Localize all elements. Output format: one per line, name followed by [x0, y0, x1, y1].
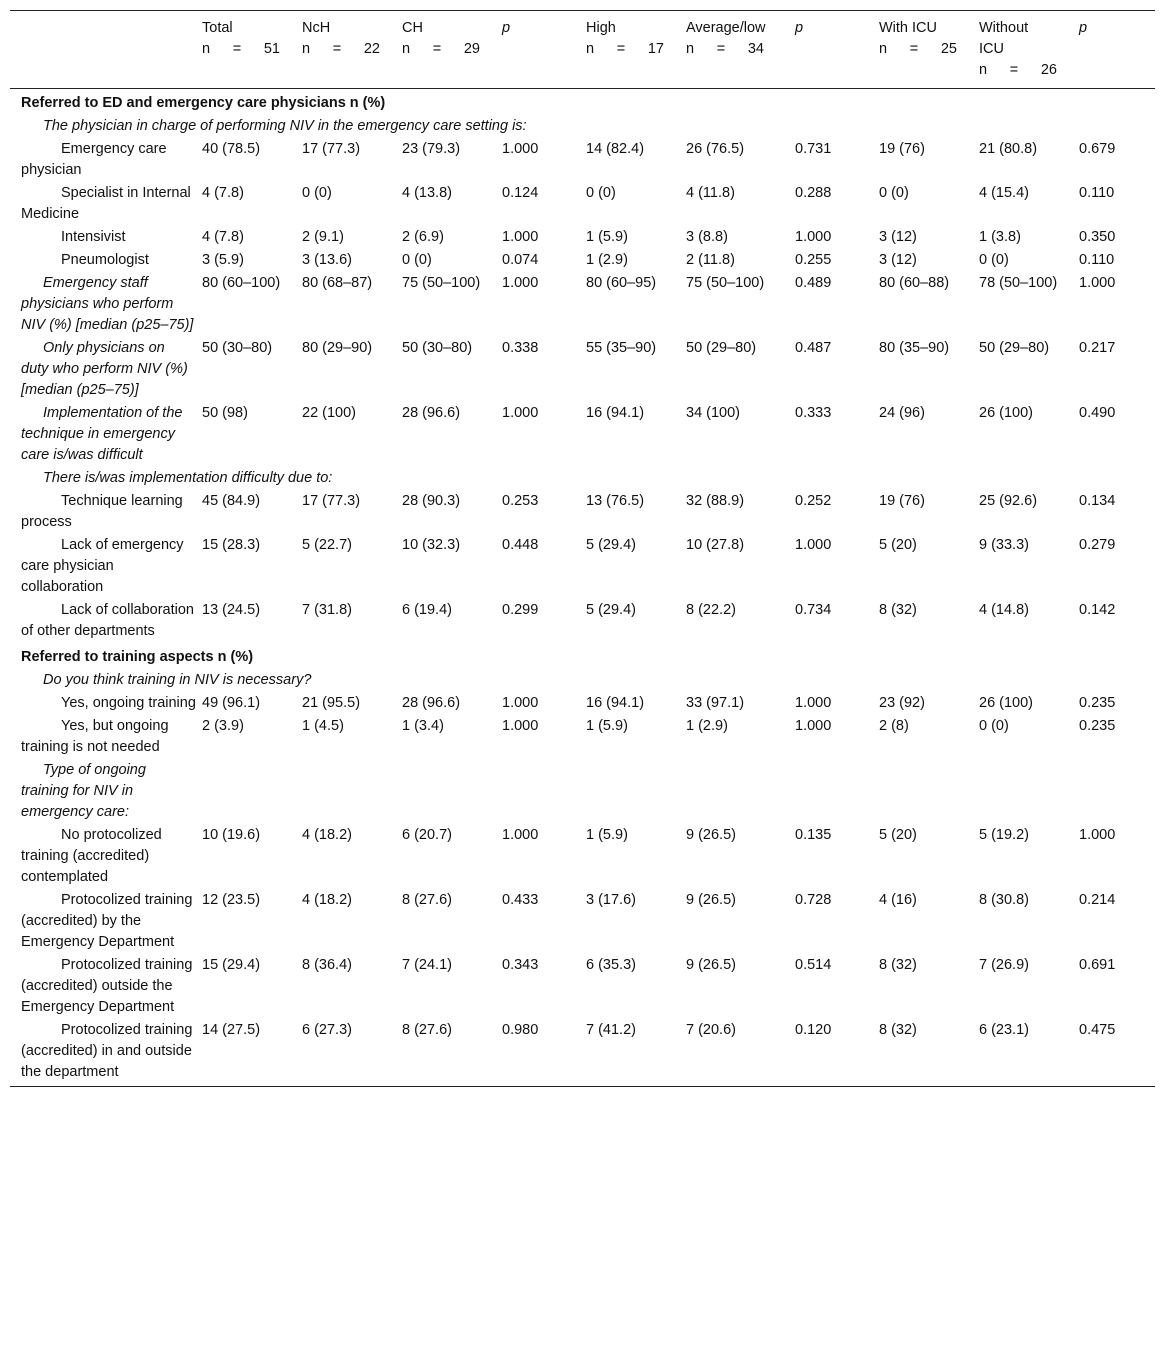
- value-cell: 1 (2.9): [686, 718, 728, 734]
- value-cell: 3 (17.6): [586, 892, 636, 908]
- value-cell: 7 (24.1): [402, 957, 452, 973]
- value-cell: 1 (5.9): [586, 229, 628, 245]
- column-header: [202, 11, 302, 89]
- value-cell: 0.731: [795, 141, 832, 157]
- value-cell: [586, 759, 686, 824]
- value-cell: 0.679: [1079, 141, 1116, 157]
- column-header: [302, 11, 402, 89]
- value-cell: [502, 759, 586, 824]
- value-cell: 13 (24.5): [202, 602, 261, 618]
- value-cell: 80 (60–100): [202, 275, 281, 291]
- value-cell: 4 (15.4): [979, 185, 1029, 201]
- value-cell: 0.124: [502, 185, 539, 201]
- row-label: Emergency staff physicians who perform NIV (%) [median (p25–75)]: [21, 275, 194, 333]
- row-label: Protocolized training (accredited) in and outside the department: [10, 1019, 202, 1087]
- table-row: [10, 490, 1155, 534]
- value-cell: 1.000: [502, 718, 539, 734]
- subheading-row: [10, 337, 1155, 402]
- table-row: [10, 692, 1155, 715]
- table-row: [10, 249, 1155, 272]
- value-cell: 4 (13.8): [402, 185, 452, 201]
- value-cell: 2 (6.9): [402, 229, 444, 245]
- table-row: [10, 599, 1155, 643]
- column-header-name: Without ICU: [979, 20, 1029, 57]
- value-cell: 50 (30–80): [402, 340, 473, 356]
- value-cell: 0.728: [795, 892, 832, 908]
- value-cell: 16 (94.1): [586, 405, 645, 421]
- value-cell: 5 (22.7): [302, 537, 352, 553]
- value-cell: 0.433: [502, 892, 539, 908]
- value-cell: 1.000: [502, 275, 539, 291]
- value-cell: 0.217: [1079, 340, 1116, 356]
- value-cell: 23 (79.3): [402, 141, 461, 157]
- value-cell: 0.980: [502, 1019, 586, 1087]
- value-cell: 0 (0): [979, 252, 1009, 268]
- value-cell: 1.000: [502, 695, 539, 711]
- table-row: [10, 182, 1155, 226]
- row-label: Type of ongoing training for NIV in emergency care:: [21, 762, 146, 820]
- value-cell: 5 (20): [879, 537, 917, 553]
- value-cell: 0.490: [1079, 405, 1116, 421]
- row-label: Pneumologist: [61, 252, 149, 268]
- value-cell: 28 (90.3): [402, 493, 461, 509]
- value-cell: 34 (100): [686, 405, 741, 421]
- value-cell: 80 (60–88): [879, 275, 950, 291]
- value-cell: 4 (16): [879, 892, 917, 908]
- value-cell: 8 (30.8): [979, 892, 1029, 908]
- column-header: [979, 11, 1079, 89]
- column-header: [502, 11, 586, 89]
- results-table: [10, 10, 1155, 1087]
- value-cell: 13 (76.5): [586, 493, 645, 509]
- table-body: [10, 89, 1155, 1087]
- value-cell: 5 (29.4): [586, 537, 636, 553]
- value-cell: 80 (35–90): [879, 340, 950, 356]
- row-label: Protocolized training (accredited) by the Emergency Department: [21, 892, 193, 950]
- value-cell: 0.110: [1079, 252, 1115, 268]
- value-cell: 75 (50–100): [402, 275, 481, 291]
- table-row: [10, 715, 1155, 759]
- value-cell: 1 (5.9): [586, 718, 628, 734]
- value-cell: 0.343: [502, 957, 539, 973]
- value-cell: 0 (0): [979, 718, 1009, 734]
- value-cell: [202, 759, 302, 824]
- value-cell: 14 (82.4): [586, 141, 645, 157]
- column-header-n-value: 17: [647, 41, 664, 57]
- row-label: Yes, but ongoing training is not needed: [21, 718, 169, 755]
- value-cell: 1.000: [795, 695, 832, 711]
- value-cell: [879, 759, 979, 824]
- value-cell: 33 (97.1): [686, 695, 745, 711]
- value-cell: 0.110: [1079, 185, 1115, 201]
- column-header-name: NcH: [302, 20, 331, 36]
- value-cell: 0 (0): [402, 252, 432, 268]
- value-cell: 4 (7.8): [202, 229, 244, 245]
- column-header-count: n = 17: [586, 39, 664, 60]
- column-header-count: n = 22: [302, 39, 380, 60]
- value-cell: 19 (76): [879, 141, 925, 157]
- value-cell: 0 (0): [302, 185, 332, 201]
- column-header: [686, 11, 795, 89]
- table-row: [10, 889, 1155, 954]
- value-cell: 19 (76): [879, 493, 925, 509]
- value-cell: 55 (35–90): [586, 340, 657, 356]
- value-cell: 9 (26.5): [686, 892, 736, 908]
- column-header-n-value: 51: [263, 41, 280, 57]
- value-cell: 5 (19.2): [979, 827, 1029, 843]
- value-cell: 7 (31.8): [302, 602, 352, 618]
- value-cell: 3 (12): [879, 229, 917, 245]
- subheading-row: [10, 272, 1155, 337]
- value-cell: 16 (94.1): [586, 695, 645, 711]
- value-cell: 7 (26.9): [979, 957, 1029, 973]
- value-cell: 6 (23.1): [979, 1019, 1079, 1087]
- value-cell: 9 (26.5): [686, 957, 736, 973]
- column-header-name: p: [795, 20, 804, 36]
- subheading-row: [10, 467, 1155, 490]
- value-cell: 7 (20.6): [686, 1019, 795, 1087]
- value-cell: 6 (35.3): [586, 957, 636, 973]
- section-header-row: [10, 89, 1155, 116]
- column-header-name: p: [502, 20, 511, 36]
- value-cell: 0.120: [795, 1019, 879, 1087]
- row-label: Specialist in Internal Medicine: [21, 185, 191, 222]
- value-cell: 0.134: [1079, 493, 1116, 509]
- value-cell: 6 (20.7): [402, 827, 452, 843]
- value-cell: 26 (100): [979, 695, 1034, 711]
- column-header: [879, 11, 979, 89]
- value-cell: 0.487: [795, 340, 832, 356]
- value-cell: 1.000: [795, 229, 832, 245]
- value-cell: 17 (77.3): [302, 493, 361, 509]
- value-cell: 0.338: [502, 340, 539, 356]
- value-cell: 25 (92.6): [979, 493, 1038, 509]
- value-cell: 2 (8): [879, 718, 909, 734]
- column-header-count: n = 25: [879, 39, 957, 60]
- value-cell: 0.214: [1079, 892, 1116, 908]
- value-cell: 3 (8.8): [686, 229, 728, 245]
- value-cell: 14 (27.5): [202, 1019, 302, 1087]
- row-label: Technique learning process: [21, 493, 183, 530]
- value-cell: 4 (18.2): [302, 892, 352, 908]
- subheading-row: [10, 669, 1155, 692]
- value-cell: 8 (32): [879, 1019, 979, 1087]
- column-header: [795, 11, 879, 89]
- column-header-name: p: [1079, 20, 1088, 36]
- value-cell: 0.253: [502, 493, 539, 509]
- value-cell: 10 (32.3): [402, 537, 461, 553]
- value-cell: 0.691: [1079, 957, 1116, 973]
- value-cell: 17 (77.3): [302, 141, 361, 157]
- value-cell: 21 (95.5): [302, 695, 361, 711]
- value-cell: 4 (11.8): [686, 185, 735, 201]
- table-row: [10, 138, 1155, 182]
- value-cell: [302, 759, 402, 824]
- value-cell: 1 (5.9): [586, 827, 628, 843]
- value-cell: 1 (3.4): [402, 718, 444, 734]
- value-cell: 75 (50–100): [686, 275, 765, 291]
- value-cell: 1.000: [1079, 827, 1116, 843]
- value-cell: 10 (19.6): [202, 827, 261, 843]
- row-label: Only physicians on duty who perform NIV (%) [median (p25–75)]: [21, 340, 188, 398]
- value-cell: 80 (60–95): [586, 275, 657, 291]
- value-cell: 0.235: [1079, 695, 1116, 711]
- value-cell: 4 (7.8): [202, 185, 244, 201]
- table-row: [10, 824, 1155, 889]
- value-cell: 9 (33.3): [979, 537, 1029, 553]
- value-cell: 7 (41.2): [586, 1019, 686, 1087]
- value-cell: 10 (27.8): [686, 537, 745, 553]
- value-cell: 21 (80.8): [979, 141, 1038, 157]
- value-cell: 78 (50–100): [979, 275, 1058, 291]
- value-cell: 4 (14.8): [979, 602, 1029, 618]
- column-header-name: Total: [202, 20, 233, 36]
- value-cell: 0.475: [1079, 1019, 1155, 1087]
- value-cell: 2 (3.9): [202, 718, 244, 734]
- row-label: No protocolized training (accredited) contemplated: [21, 827, 162, 885]
- row-label: Do you think training in NIV is necessary?: [43, 672, 312, 688]
- value-cell: 8 (36.4): [302, 957, 352, 973]
- column-header: [1079, 11, 1155, 89]
- value-cell: 0.288: [795, 185, 832, 201]
- value-cell: 3 (13.6): [302, 252, 352, 268]
- value-cell: 0.252: [795, 493, 832, 509]
- value-cell: 24 (96): [879, 405, 925, 421]
- subheading-row: [10, 759, 1155, 824]
- table-row: [10, 954, 1155, 1019]
- value-cell: 0.279: [1079, 537, 1116, 553]
- value-cell: 1 (2.9): [586, 252, 628, 268]
- value-cell: 1.000: [795, 537, 832, 553]
- value-cell: 1 (4.5): [302, 718, 344, 734]
- column-header-count: n = 29: [402, 39, 480, 60]
- value-cell: 49 (96.1): [202, 695, 261, 711]
- column-header-count: n = 51: [202, 39, 280, 60]
- value-cell: 40 (78.5): [202, 141, 261, 157]
- value-cell: 0 (0): [586, 185, 616, 201]
- value-cell: 1.000: [502, 827, 539, 843]
- value-cell: 1.000: [795, 718, 832, 734]
- column-header-name: CH: [402, 20, 423, 36]
- row-label: There is/was implementation difficulty due to:: [43, 470, 333, 486]
- value-cell: 8 (32): [879, 602, 917, 618]
- subheading-row: [10, 115, 1155, 138]
- value-cell: 8 (22.2): [686, 602, 736, 618]
- value-cell: 0.514: [795, 957, 832, 973]
- row-label: Protocolized training (accredited) outside the Emergency Department: [21, 957, 193, 1015]
- value-cell: 0.135: [795, 827, 832, 843]
- header-row: [10, 11, 1155, 89]
- value-cell: 8 (32): [879, 957, 917, 973]
- value-cell: 50 (30–80): [202, 340, 273, 356]
- value-cell: 23 (92): [879, 695, 925, 711]
- value-cell: 0.299: [502, 602, 539, 618]
- value-cell: [795, 759, 879, 824]
- column-header-n-value: 26: [1040, 62, 1057, 78]
- row-label: Referred to ED and emergency care physicians n (%): [21, 95, 386, 111]
- table-row: [10, 226, 1155, 249]
- section-header-row: [10, 643, 1155, 669]
- value-cell: 0.142: [1079, 602, 1116, 618]
- column-header-count: n = 34: [686, 39, 764, 60]
- value-cell: 28 (96.6): [402, 695, 461, 711]
- value-cell: 1.000: [1079, 275, 1116, 291]
- value-cell: 26 (76.5): [686, 141, 745, 157]
- table-row: [10, 1019, 1155, 1087]
- row-label: Intensivist: [61, 229, 126, 245]
- value-cell: 1.000: [502, 405, 539, 421]
- column-header-name: Average/low: [686, 20, 766, 36]
- value-cell: 22 (100): [302, 405, 357, 421]
- value-cell: 1.000: [502, 229, 539, 245]
- value-cell: 26 (100): [979, 405, 1034, 421]
- value-cell: 3 (5.9): [202, 252, 244, 268]
- value-cell: 15 (28.3): [202, 537, 261, 553]
- value-cell: 8 (27.6): [402, 892, 452, 908]
- value-cell: 1 (3.8): [979, 229, 1021, 245]
- value-cell: 50 (98): [202, 405, 248, 421]
- row-label: Implementation of the technique in emergency care is/was difficult: [21, 405, 183, 463]
- column-header-name: High: [586, 20, 616, 36]
- row-label: The physician in charge of performing NIV in the emergency care setting is:: [43, 118, 527, 134]
- value-cell: 50 (29–80): [979, 340, 1050, 356]
- column-header: [586, 11, 686, 89]
- value-cell: 3 (12): [879, 252, 917, 268]
- column-header-n-value: 34: [747, 41, 764, 57]
- value-cell: 1.000: [502, 141, 539, 157]
- value-cell: [686, 759, 795, 824]
- value-cell: 0.448: [502, 537, 539, 553]
- results-table-container: [10, 10, 1155, 1087]
- value-cell: [1079, 759, 1155, 824]
- value-cell: 80 (68–87): [302, 275, 373, 291]
- value-cell: 0.255: [795, 252, 832, 268]
- value-cell: 45 (84.9): [202, 493, 261, 509]
- value-cell: 5 (29.4): [586, 602, 636, 618]
- value-cell: 0.235: [1079, 718, 1116, 734]
- value-cell: 0.734: [795, 602, 832, 618]
- column-header: [402, 11, 502, 89]
- column-header-n-value: 29: [463, 41, 480, 57]
- row-label: Emergency care physician: [21, 141, 167, 178]
- value-cell: 80 (29–90): [302, 340, 373, 356]
- value-cell: [979, 759, 1079, 824]
- value-cell: 28 (96.6): [402, 405, 461, 421]
- value-cell: 15 (29.4): [202, 957, 261, 973]
- column-header-name: With ICU: [879, 20, 937, 36]
- column-header-n-value: 25: [940, 41, 957, 57]
- table-row: [10, 534, 1155, 599]
- value-cell: 0.333: [795, 405, 832, 421]
- row-label: Lack of emergency care physician collaboration: [21, 537, 184, 595]
- subheading-row: [10, 402, 1155, 467]
- row-label: Referred to training aspects n (%): [21, 649, 254, 665]
- value-cell: 9 (26.5): [686, 827, 736, 843]
- value-cell: 6 (19.4): [402, 602, 452, 618]
- value-cell: 0 (0): [879, 185, 909, 201]
- value-cell: 2 (11.8): [686, 252, 735, 268]
- column-header-n-value: 22: [363, 41, 380, 57]
- column-header-count: n = 26: [979, 60, 1057, 81]
- row-label: Lack of collaboration of other departments: [21, 602, 194, 639]
- value-cell: 6 (27.3): [302, 1019, 402, 1087]
- header-empty-cell: [10, 11, 202, 89]
- value-cell: 2 (9.1): [302, 229, 344, 245]
- value-cell: 0.489: [795, 275, 832, 291]
- value-cell: 8 (27.6): [402, 1019, 502, 1087]
- value-cell: 32 (88.9): [686, 493, 745, 509]
- value-cell: 12 (23.5): [202, 892, 261, 908]
- value-cell: 0.350: [1079, 229, 1116, 245]
- value-cell: [402, 759, 502, 824]
- value-cell: 4 (18.2): [302, 827, 352, 843]
- value-cell: 0.074: [502, 252, 539, 268]
- value-cell: 5 (20): [879, 827, 917, 843]
- value-cell: 50 (29–80): [686, 340, 757, 356]
- row-label: Yes, ongoing training: [61, 695, 196, 711]
